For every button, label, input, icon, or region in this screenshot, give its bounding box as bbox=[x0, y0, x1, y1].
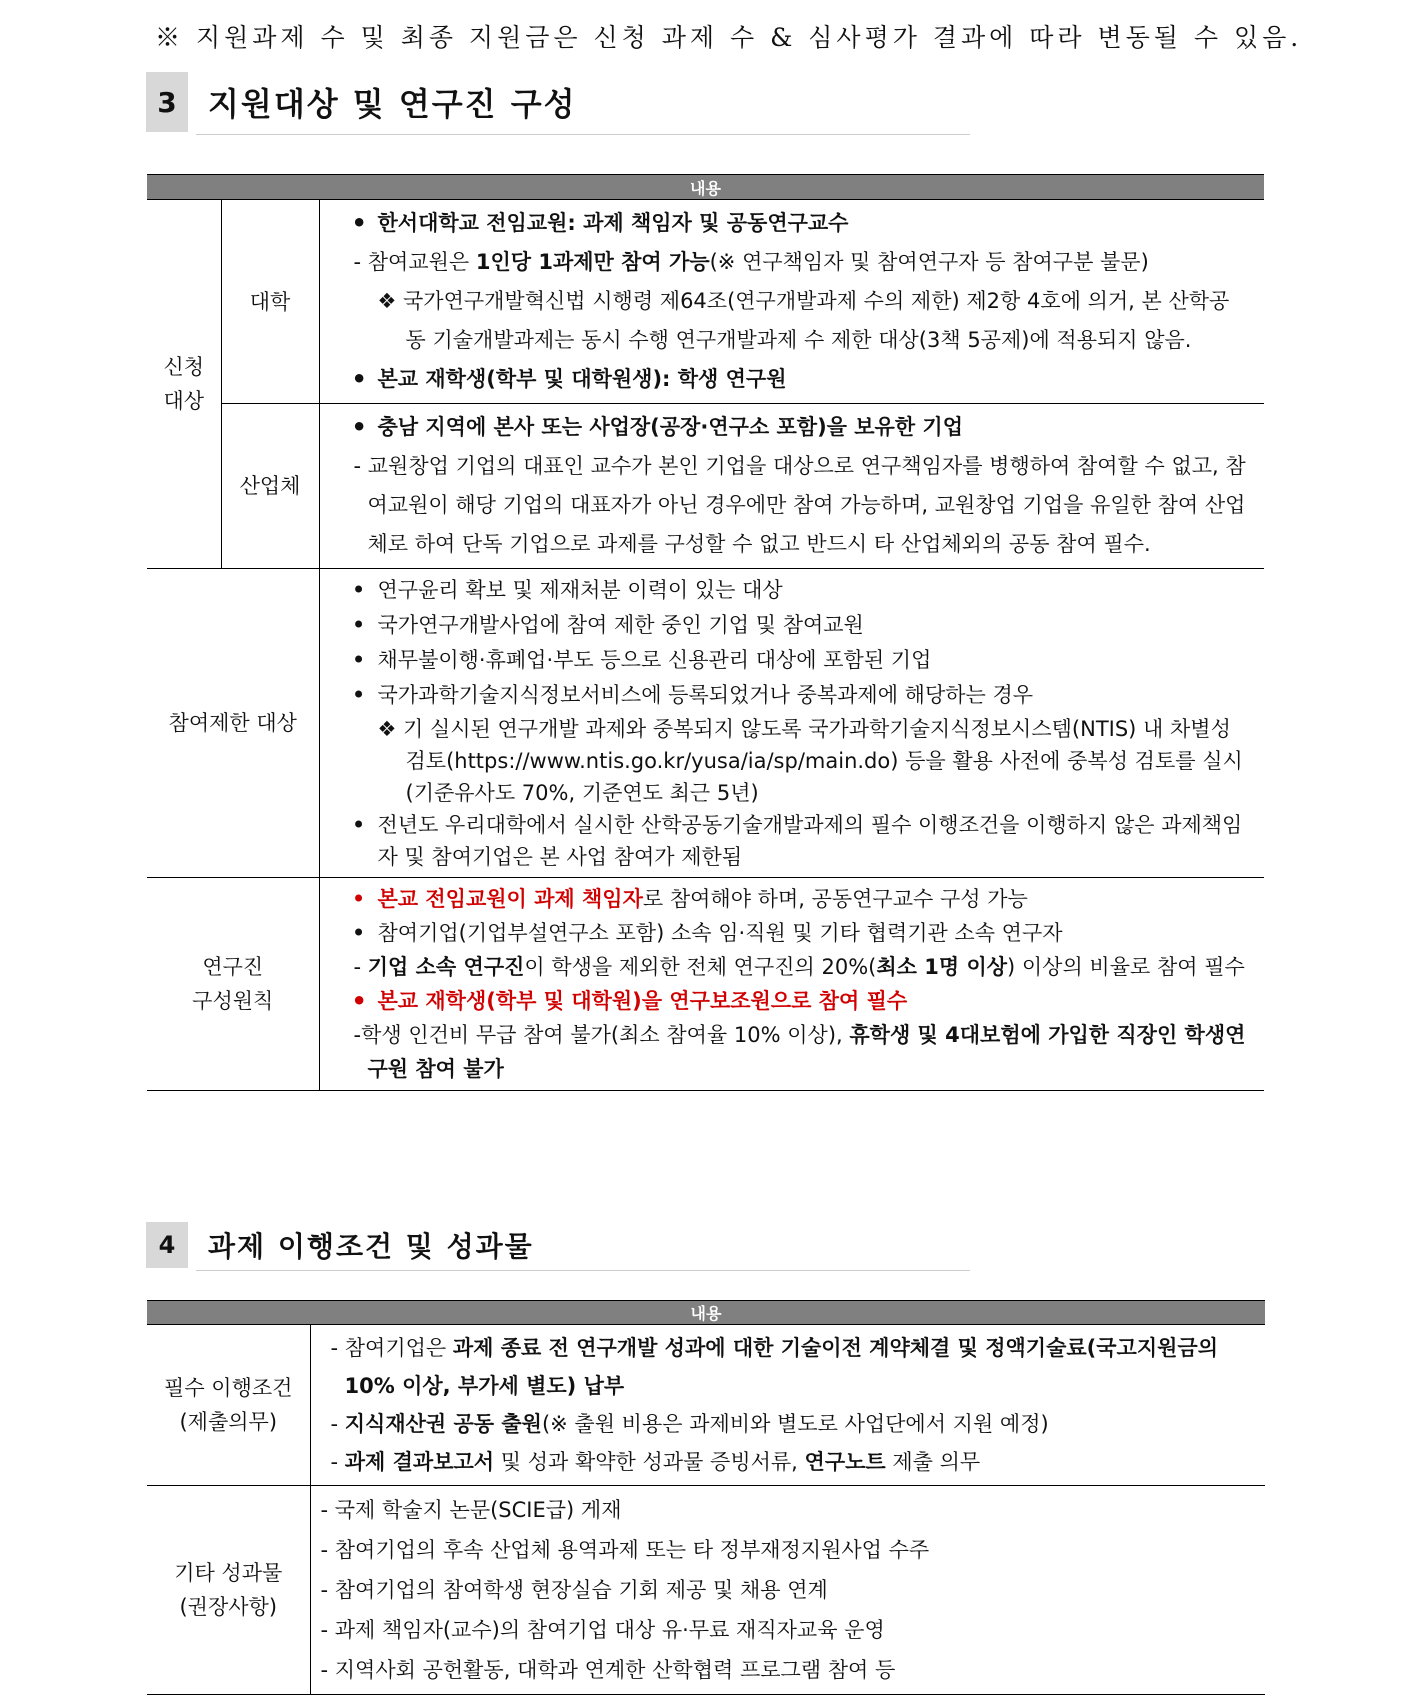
table-header: 내용 bbox=[147, 175, 1264, 200]
industry-label: 산업체 bbox=[221, 404, 319, 569]
section-underline bbox=[196, 1270, 970, 1271]
list-item: - 참여기업은 과제 종료 전 연구개발 성과에 대한 기술이전 계약체결 및 정액기술료(국고지원금의 10% 이상, 부가세 별도) 납부 bbox=[330, 1336, 1218, 1398]
university-content bbox=[319, 200, 1264, 404]
other-content bbox=[310, 1486, 1265, 1695]
section-title: 지원대상 및 연구진 구성 bbox=[208, 85, 577, 123]
list-item: • 본교 재학생(학부 및 대학원)을 연구보조원으로 참여 필수 bbox=[344, 984, 1249, 1018]
list-item: • 본교 재학생(학부 및 대학원생): 학생 연구원 bbox=[344, 360, 1249, 399]
section-4-heading bbox=[146, 1222, 534, 1268]
team-principle-label: 연구진 구성원칙 bbox=[147, 878, 319, 1091]
list-item: • 채무불이행·휴폐업·부도 등으로 신용관리 대상에 포함된 기업 bbox=[344, 643, 1249, 678]
list-item: • 국가과학기술지식정보서비스에 등록되었거나 중복과제에 해당하는 경우 bbox=[344, 678, 1249, 713]
industry-content bbox=[319, 404, 1264, 569]
list-item: • 참여기업(기업부설연구소 포함) 소속 임·직원 및 기타 협력기관 소속 연구자 bbox=[344, 916, 1249, 950]
section-number: 4 bbox=[146, 1222, 188, 1268]
list-item: • 본교 전임교원이 과제 책임자로 참여해야 하며, 공동연구교수 구성 가능 bbox=[344, 882, 1249, 916]
list-item: • 전년도 우리대학에서 실시한 산학공동기술개발과제의 필수 이행조건을 이행하지 않은 과제책임자 및 참여기업은 본 사업 참여가 제한됨 bbox=[344, 809, 1249, 873]
table-header: 내용 bbox=[147, 1301, 1265, 1325]
list-item: • 한서대학교 전임교원: 과제 책임자 및 공동연구교수 bbox=[344, 204, 1249, 243]
other-label: 기타 성과물 (권장사항) bbox=[147, 1486, 310, 1695]
section-underline bbox=[196, 134, 970, 135]
required-label: 필수 이행조건 (제출의무) bbox=[147, 1325, 310, 1486]
list-item: - 참여기업의 참여학생 현장실습 기회 제공 및 채용 연계 bbox=[320, 1578, 828, 1602]
list-item: - 참여교원은 1인당 1과제만 참여 가능(※ 연구책임자 및 참여연구자 등 참여구분 불문) bbox=[353, 250, 1149, 274]
apply-target-label: 신청 대상 bbox=[147, 200, 221, 569]
list-item: • 연구윤리 확보 및 제재처분 이력이 있는 대상 bbox=[344, 573, 1249, 608]
restriction-content bbox=[319, 569, 1264, 878]
list-item: • 국가연구개발사업에 참여 제한 중인 기업 및 참여교원 bbox=[344, 608, 1249, 643]
list-item: ❖ 기 실시된 연구개발 과제와 중복되지 않도록 국가과학기술지식정보시스템(NTIS) 내 차별성 검토(https://www.ntis.go.kr/yusa/ia/sp/main.do) 등을 활용 사전에 중복성 검토를 실시(기준유사도 70%, 기준연도 최근 5년) bbox=[377, 717, 1243, 805]
list-item: - 기업 소속 연구진이 학생을 제외한 전체 연구진의 20%(최소 1명 이상) 이상의 비율로 참여 필수 bbox=[353, 955, 1245, 979]
list-item: - 국제 학술지 논문(SCIE급) 게재 bbox=[320, 1498, 622, 1522]
list-item: - 교원창업 기업의 대표인 교수가 본인 기업을 대상으로 연구책임자를 병행하여 참여할 수 없고, 참여교원이 해당 기업의 대표자가 아닌 경우에만 참여 가능하며, 교원창업 기업을 유일한 참여 산업체로 하여 단독 기업으로 과제를 구성할 수 없고 반드시 타 산업체외의 공동 참여 필수. bbox=[353, 454, 1246, 556]
section-number: 3 bbox=[146, 72, 188, 132]
list-item: - 참여기업의 후속 산업체 용역과제 또는 타 정부재정지원사업 수주 bbox=[320, 1538, 930, 1562]
required-content bbox=[310, 1325, 1265, 1486]
university-label: 대학 bbox=[221, 200, 319, 404]
section-3-heading bbox=[146, 72, 577, 132]
list-item: -학생 인건비 무급 참여 불가(최소 참여율 10% 이상), 휴학생 및 4대보험에 가입한 직장인 학생연구원 참여 불가 bbox=[353, 1023, 1246, 1081]
list-item: - 과제 결과보고서 및 성과 확약한 성과물 증빙서류, 연구노트 제출 의무 bbox=[330, 1450, 981, 1474]
list-item: - 과제 책임자(교수)의 참여기업 대상 유·무료 재직자교육 운영 bbox=[320, 1618, 885, 1642]
notice-text: ※ 지원과제 수 및 최종 지원금은 신청 과제 수 & 심사평가 결과에 따라 변동될 수 있음. bbox=[155, 23, 1303, 52]
obligations-table bbox=[147, 1300, 1265, 1695]
eligibility-table bbox=[147, 174, 1264, 1091]
section-title: 과제 이행조건 및 성과물 bbox=[208, 1230, 534, 1263]
team-principle-content bbox=[319, 878, 1264, 1091]
list-item: • 충남 지역에 본사 또는 사업장(공장·연구소 포함)을 보유한 기업 bbox=[344, 408, 1249, 447]
list-item: ❖ 국가연구개발혁신법 시행령 제64조(연구개발과제 수의 제한) 제2항 4호에 의거, 본 산학공동 기술개발과제는 동시 수행 연구개발과제 수 제한 대상(3책 5공제)에 적용되지 않음. bbox=[377, 289, 1230, 352]
list-item: - 지식재산권 공동 출원(※ 출원 비용은 과제비와 별도로 사업단에서 지원 예정) bbox=[330, 1412, 1049, 1436]
restriction-label: 참여제한 대상 bbox=[147, 569, 319, 878]
list-item: - 지역사회 공헌활동, 대학과 연계한 산학협력 프로그램 참여 등 bbox=[320, 1658, 896, 1682]
